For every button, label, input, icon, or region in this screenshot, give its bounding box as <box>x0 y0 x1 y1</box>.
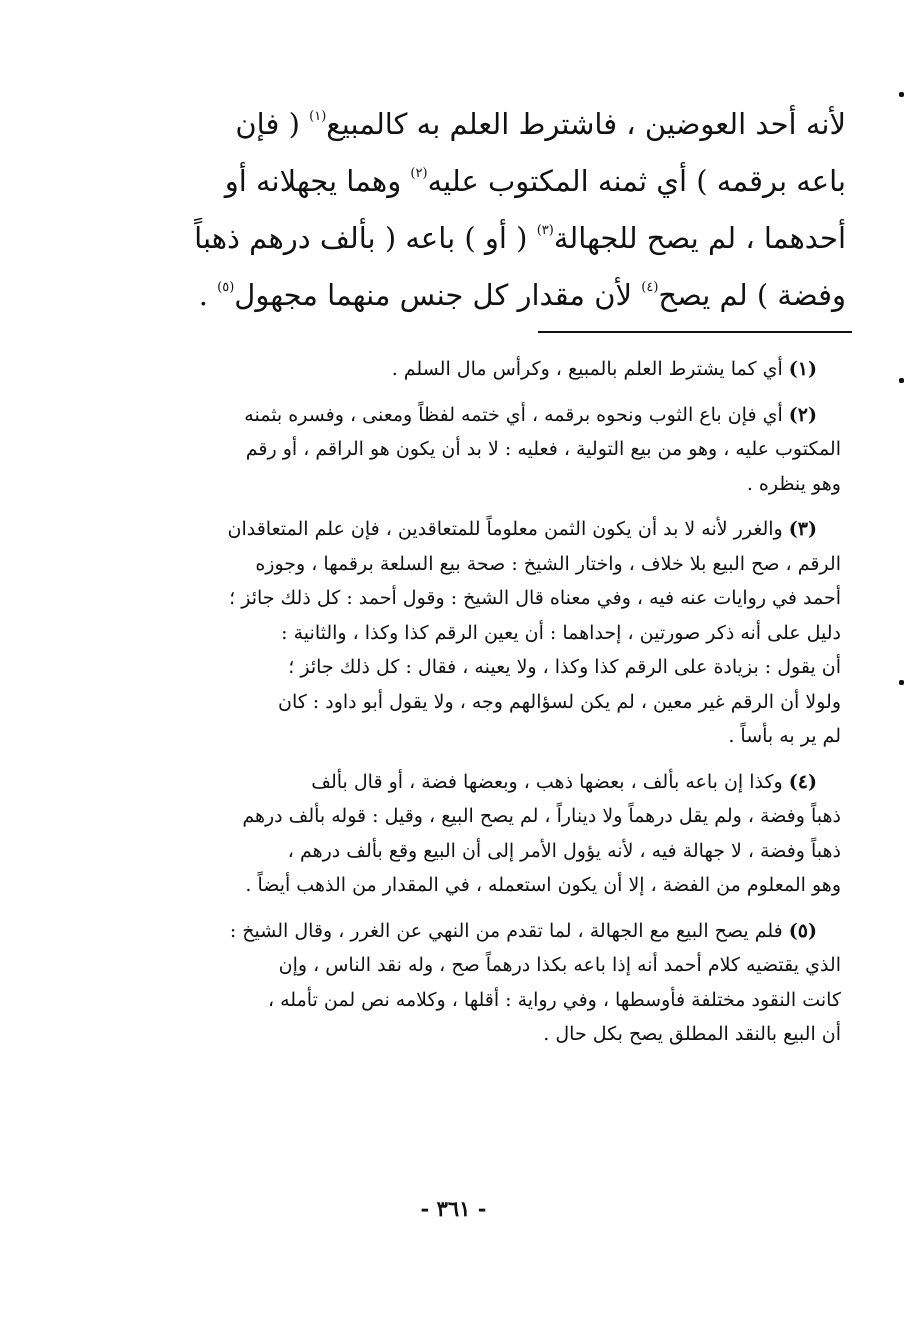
footnote-divider <box>538 331 852 333</box>
footnote-ref-5[interactable]: (٥) <box>217 280 235 295</box>
footnote-line: ذهباً وفضة ، ولم يقل درهماً ولا ديناراً ، لم يصح البيع ، وقيل : قوله بألف درهم <box>242 805 841 827</box>
footnote-line: لم ير به بأساً . <box>728 725 841 747</box>
footnote-1 <box>125 352 841 387</box>
main-text <box>130 96 846 324</box>
footnote-line: ولولا أن الرقم غير معين ، لم يكن لسؤالهم وجه ، ولا يقول أبو داود : كان <box>277 690 841 713</box>
footnote-3 <box>125 512 841 754</box>
footnote-line: أن البيع بالنقد المطلق يصح بكل حال . <box>543 1023 841 1045</box>
footnote-5 <box>125 914 841 1052</box>
footnote-2 <box>125 398 841 502</box>
footnote-number: (١) <box>788 358 817 380</box>
footnote-line: كانت النقود مختلفة فأوسطها ، وفي رواية : أقلها ، وكلامه نص لمن تأمله ، <box>267 988 841 1011</box>
footnote-line: ذهباً وفضة ، لا جهالة فيه ، لأنه يؤول الأمر إلى أن البيع وقع بألف درهم ، <box>287 839 841 862</box>
footnote-line: (١) أي كما يشترط العلم بالمبيع ، وكرأس مال السلم . <box>391 358 817 380</box>
footnote-ref-1[interactable]: (١) <box>309 109 327 124</box>
footnote-ref-4[interactable]: (٤) <box>641 280 659 295</box>
footnote-line: أن يقول : بزيادة على الرقم كذا وكذا ، ولا يعينه ، فقال : كل ذلك جائز ؛ <box>288 656 841 678</box>
footnote-number: (٢) <box>788 403 817 426</box>
footnote-line: المكتوب عليه ، وهو من بيع التولية ، فعليه : لا بد أن يكون هو الراقم ، أو رقم <box>245 438 841 460</box>
footnote-ref-2[interactable]: (٢) <box>410 166 428 181</box>
footnote-line: وهو ينظره . <box>746 472 841 495</box>
footnote-line: أحمد في روايات عنه فيه ، وفي معناه قال الشيخ : وقول أحمد : كل ذلك جائز ؛ <box>229 587 841 609</box>
main-line-1: لأنه أحد العوضين ، فاشترط العلم به كالمبيع$^{(١)}$ ( فإن <box>235 107 846 141</box>
footnote-line: (٣) والغرر لأنه لا بد أن يكون الثمن معلوماً للمتعاقدين ، فإن علم المتعاقدان <box>227 518 817 540</box>
footnote-line: (٤) وكذا إن باعه بألف ، بعضها ذهب ، وبعضها فضة ، أو قال بألف <box>311 770 817 793</box>
footnote-line: الذي يقتضيه كلام أحمد أنه إذا باعه بكذا درهماً صح ، وله نقد الناس ، وإن <box>278 954 841 976</box>
page-number: - ٣٦١ - <box>420 1196 487 1221</box>
main-line-4: وفضة ) لم يصح$^{(٤)}$ لأن مقدار كل جنس منهما مجهول$^{(٥)}$ . <box>198 278 846 312</box>
footnote-number: (٥) <box>788 919 817 942</box>
footnote-ref-3[interactable]: (٣) <box>536 223 554 238</box>
margin-mark <box>899 378 904 383</box>
footnote-number: (٣) <box>788 518 817 540</box>
footnote-number: (٤) <box>788 770 817 793</box>
footnote-line: (٥) فلم يصح البيع مع الجهالة ، لما تقدم من النهي عن الغرر ، وقال الشيخ : <box>229 919 817 942</box>
footnote-line: الرقم ، صح البيع بلا خلاف ، واختار الشيخ : صحة بيع السلعة برقمها ، وجوزه <box>255 552 841 575</box>
main-line-3: أحدهما ، لم يصح للجهالة$^{(٣)}$ ( أو ) باعه ( بألف درهم ذهباً <box>194 221 846 255</box>
margin-mark <box>899 92 904 97</box>
footnote-line: (٢) أي فإن باع الثوب ونحوه برقمه ، أي ختمه لفظاً ومعنى ، وفسره بثمنه <box>244 403 817 426</box>
footnotes <box>125 352 841 1063</box>
main-line-2: باعه برقمه ) أي ثمنه المكتوب عليه$^{(٢)}$ وهما يجهلانه أو <box>224 164 846 198</box>
footnote-line: دليل على أنه ذكر صورتين ، إحداهما : أن يعين الرقم كذا وكذا ، والثانية : <box>281 621 841 644</box>
footnote-line: وهو المعلوم من الفضة ، إلا أن يكون استعمله ، في المقدار من الذهب أيضاً . <box>245 874 841 896</box>
margin-mark <box>899 680 904 685</box>
footnote-4 <box>125 765 841 903</box>
